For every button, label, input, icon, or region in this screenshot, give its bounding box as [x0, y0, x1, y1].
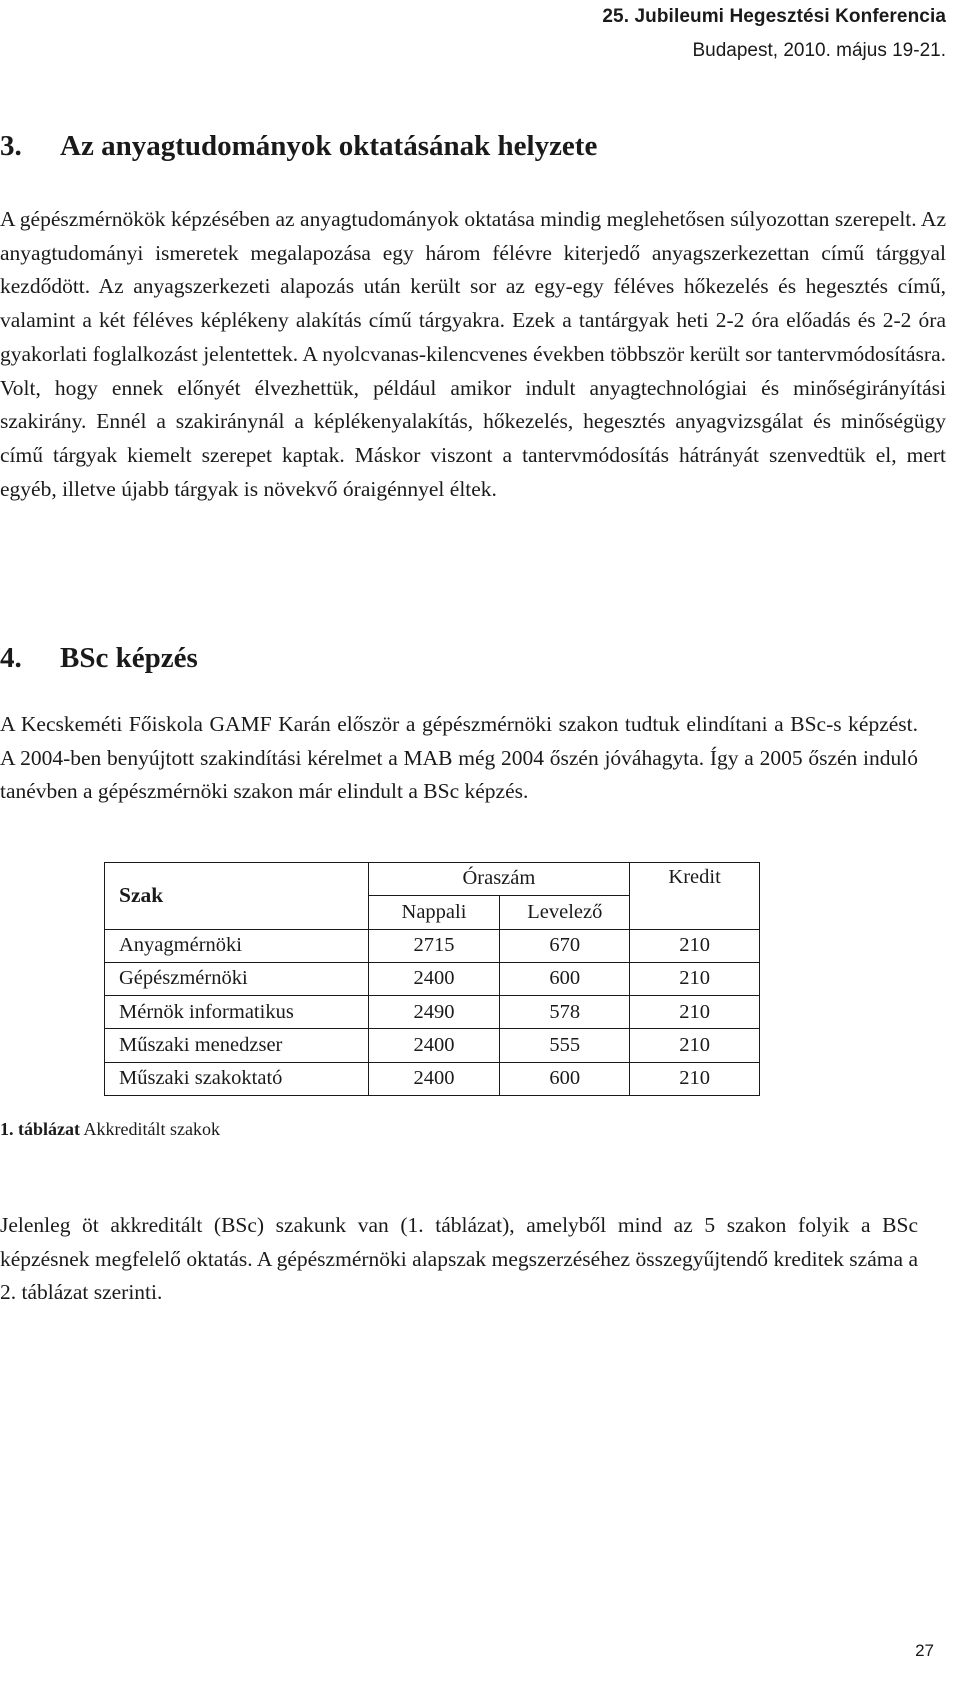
section-4-number: 4. — [0, 642, 22, 674]
header-oraszam: Óraszám — [368, 863, 630, 896]
table-row — [105, 929, 760, 962]
accredited-programs-table — [104, 862, 760, 1096]
table-caption-text: Akkreditált szakok — [83, 1119, 220, 1139]
cell-levelezo: 578 — [500, 996, 630, 1029]
cell-kredit: 210 — [630, 1062, 760, 1095]
section-4-paragraph: A Kecskeméti Főiskola GAMF Karán először a gépészmérnöki szakon tudtuk elindítani a BSc-s képzést. A 2004-ben benyújtott szakindítási kérelmet a MAB még 2004 őszén jóváhagyta. Így a 2005 őszén induló tanévben a gépészmérnöki szakon már elindult a BSc képzés. — [0, 712, 918, 804]
section-3-paragraph: A gépészmérnökök képzésében az anyagtudományok oktatása mindig meglehetősen súlyozottan szerepelt. Az anyagtudományi ismeretek megalapozása egy három félévre kiterjedő anyagszerkezettan című tárggyal kezdődött. Az anyagszerkezeti alapozás után került sor az egy-egy féléves hőkezelés és hegesztés című, valamint a két féléves képlékeny alakítás című tárgyakra. Ezek a tantárgyak heti 2-2 óra előadás és 2-2 óra gyakorlati foglalkozást jelentettek. A nyolcvanas-kilencvenes években többször került sor tantervmódosításra. Volt, hogy ennek előnyét élvezhettük, például amikor indult anyagtechnológiai és minőségirányítási szakirány. Ennél a szakiránynál a képlékenyalakítás, hőkezelés, hegesztés anyagvizsgálat és minőségügy című tárgyak kiemelt szerepet kaptak. Máskor viszont a tantervmódosítás hátrányát szenvedtük el, mert egyéb, illetve újabb tárgyak is növekvő óraigénnyel éltek. — [0, 207, 946, 501]
table-row — [105, 996, 760, 1029]
table-header-row — [105, 863, 760, 896]
table-row — [105, 1062, 760, 1095]
page-number: 27 — [915, 1641, 934, 1660]
table-row — [105, 1029, 760, 1062]
conference-header — [602, 0, 946, 68]
closing-paragraph: Jelenleg öt akkreditált (BSc) szakunk van (1. táblázat), amelyből mind az 5 szakon folyik a BSc képzésnek megfelelő oktatás. A gépészmérnöki alapszak megszerzéséhez összegyűjtendő kreditek száma a 2. táblázat szerinti. — [0, 1213, 918, 1305]
cell-nappali: 2715 — [368, 929, 500, 962]
section-3-number: 3. — [0, 130, 22, 162]
section-3-heading — [0, 128, 597, 164]
header-levelezo: Levelező — [500, 896, 630, 929]
cell-szak: Anyagmérnöki — [105, 929, 369, 962]
cell-kredit: 210 — [630, 929, 760, 962]
cell-nappali: 2490 — [368, 996, 500, 1029]
section-4-heading — [0, 640, 198, 676]
cell-kredit: 210 — [630, 1029, 760, 1062]
header-kredit: Kredit — [630, 863, 760, 930]
table-caption — [0, 1117, 220, 1141]
cell-nappali: 2400 — [368, 1029, 500, 1062]
cell-szak: Műszaki szakoktató — [105, 1062, 369, 1095]
section-3-title: Az anyagtudományok oktatásának helyzete — [60, 130, 598, 162]
cell-levelezo: 600 — [500, 1062, 630, 1095]
section-4-title: BSc képzés — [60, 642, 198, 674]
cell-szak: Műszaki menedzser — [105, 1029, 369, 1062]
conference-title: 25. Jubileumi Hegesztési Konferencia — [602, 6, 946, 27]
header-szak: Szak — [105, 863, 369, 930]
header-nappali: Nappali — [368, 896, 500, 929]
cell-nappali: 2400 — [368, 1062, 500, 1095]
cell-levelezo: 600 — [500, 962, 630, 995]
table-row — [105, 962, 760, 995]
cell-szak: Mérnök informatikus — [105, 996, 369, 1029]
cell-nappali: 2400 — [368, 962, 500, 995]
cell-levelezo: 555 — [500, 1029, 630, 1062]
table-caption-label: 1. táblázat — [0, 1119, 80, 1139]
cell-kredit: 210 — [630, 962, 760, 995]
cell-levelezo: 670 — [500, 929, 630, 962]
conference-place-date: Budapest, 2010. május 19-21. — [692, 40, 946, 61]
cell-kredit: 210 — [630, 996, 760, 1029]
cell-szak: Gépészmérnöki — [105, 962, 369, 995]
